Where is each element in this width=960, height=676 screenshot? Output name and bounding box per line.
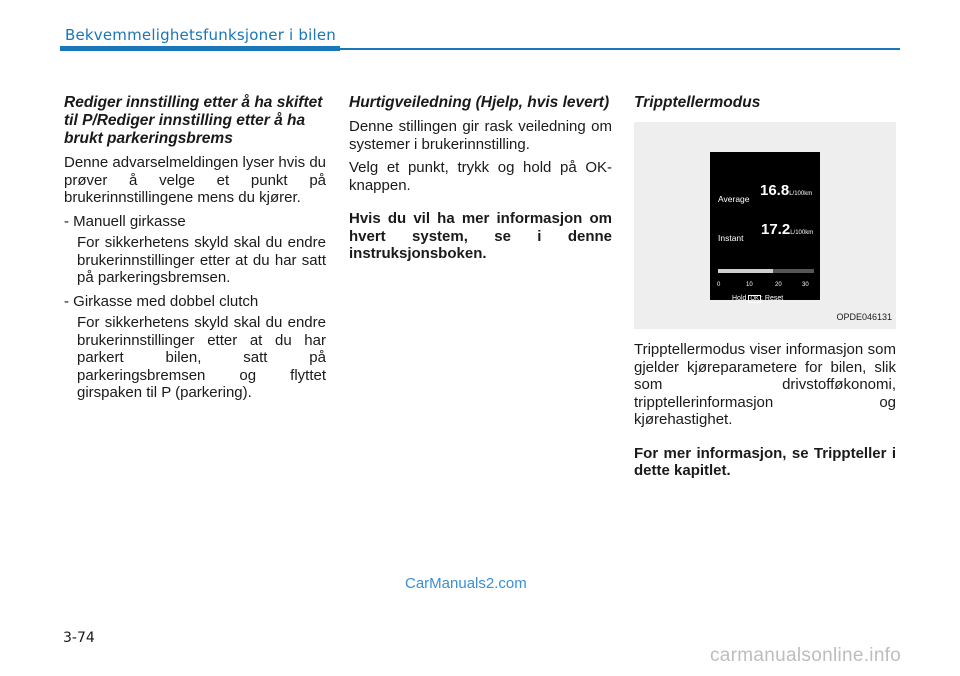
heading-edit-settings: Rediger innstilling etter å ha skiftet til P/Rediger innstilling etter å ha brukt parkeringsbrems xyxy=(64,94,323,147)
list-item-label: - Manuell girkasse xyxy=(64,212,186,230)
page-number: 3-74 xyxy=(63,630,95,646)
average-value: 16.8 xyxy=(760,182,790,199)
column-left xyxy=(64,94,326,408)
ok-key-icon: OK xyxy=(750,296,760,302)
tick-label: 20 xyxy=(775,282,782,288)
list-item-body: For sikkerhetens skyld skal du endre brukerinnstillinger etter at du har satt på parkeringsbremsen. xyxy=(77,234,326,286)
heading-trip-mode: Tripptellermodus xyxy=(634,94,761,111)
list-item-label: - Girkasse med dobbel clutch xyxy=(64,292,259,310)
trip-mode-paragraph: Tripptellermodus viser informasjon som gjelder kjøreparametere for bilen, slik som drivstofføkonomi, tripptellerinformasjon og kjørehastighet. xyxy=(634,341,896,428)
instant-unit: L/100km xyxy=(790,230,814,236)
footer-brand: carmanualsonline.info xyxy=(710,645,902,666)
trip-computer-figure xyxy=(634,122,896,329)
column-right xyxy=(634,94,896,480)
heading-quick-guide: Hurtigveiledning (Hjelp, hvis levert) xyxy=(349,94,610,111)
hold-reset-hint xyxy=(732,290,783,309)
header-rule-thin xyxy=(340,48,900,50)
figure-code: OPDE046131 xyxy=(836,311,892,322)
quick-guide-paragraph-2: Velg et punkt, trykk og hold på OK-knappen. xyxy=(349,159,612,194)
tick-label: 10 xyxy=(746,282,753,288)
more-info-note: Hvis du vil ha mer informasjon om hvert system, se i denne instruksjonsboken. xyxy=(349,210,612,262)
hold-prefix: Hold xyxy=(732,295,747,302)
fuel-economy-bar-fill xyxy=(718,269,773,273)
tick-label: 30 xyxy=(802,282,809,288)
fuel-economy-bar xyxy=(718,269,814,273)
instant-label: Instant xyxy=(718,233,744,243)
list-item-body: For sikkerhetens skyld skal du endre brukerinnstillinger etter at du har parkert bilen, satt på parkeringsbremsen og flyttet girspaken til P (parkering). xyxy=(77,314,326,401)
column-middle xyxy=(349,94,612,263)
quick-guide-paragraph-1: Denne stillingen gir rask veiledning om systemer i brukerinnstilling. xyxy=(349,118,612,153)
hold-suffix: : Reset xyxy=(761,295,784,302)
section-title: Bekvemmelighetsfunksjoner i bilen xyxy=(65,26,336,44)
watermark-link[interactable]: CarManuals2.com xyxy=(405,575,527,592)
cluster-display xyxy=(710,152,820,300)
average-unit: L/100km xyxy=(789,191,813,197)
intro-paragraph: Denne advarselmeldingen lyser hvis du prøver å velge et punkt på brukerinnstillingene mens du kjører. xyxy=(64,154,326,206)
trip-more-info-note: For mer informasjon, se Trippteller i dette kapitlet. xyxy=(634,444,896,479)
header-rule-thick xyxy=(60,46,340,51)
tick-label: 0 xyxy=(717,282,721,288)
average-label: Average xyxy=(718,194,750,204)
instant-value: 17.2 xyxy=(761,221,791,238)
